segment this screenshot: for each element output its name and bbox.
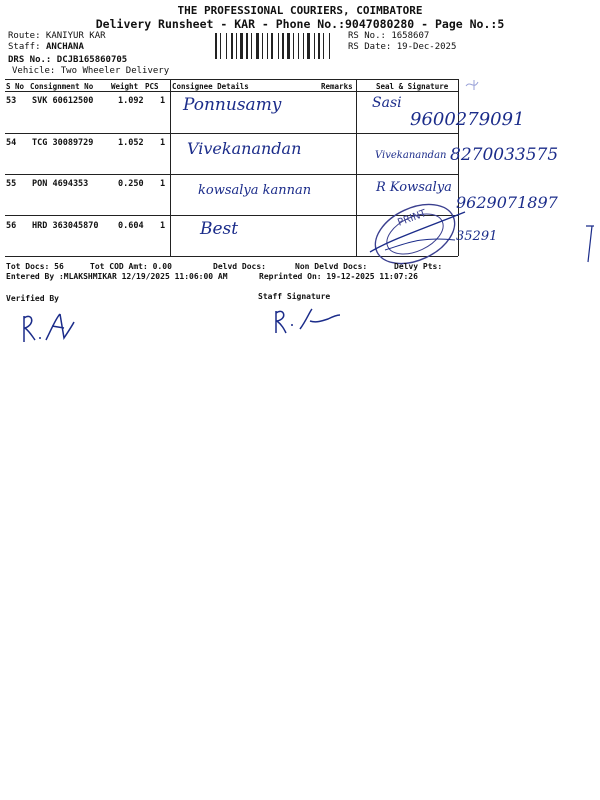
barcode-bar (236, 33, 237, 59)
rs-number: RS No.: 1658607 (348, 31, 430, 41)
row-weight: 1.052 (118, 138, 144, 148)
barcode-bar (298, 33, 299, 59)
barcode-bar (293, 33, 294, 59)
handwritten-consignee: Vivekanandan (187, 139, 302, 158)
row-divider (5, 174, 458, 175)
barcode-bar (271, 33, 273, 59)
handwritten-phone: 35291 (456, 229, 498, 244)
row-weight: 0.250 (118, 179, 144, 189)
column-divider (356, 79, 357, 256)
handwritten-signature: Vivekanandan (375, 150, 447, 161)
row-sno: 55 (6, 179, 17, 189)
col-header-pcs: PCS (145, 82, 159, 91)
barcode-bar (329, 33, 330, 59)
barcode-bar (226, 33, 227, 59)
staff-signature-label: Staff Signature (258, 292, 331, 301)
drs-value: DCJB165860705 (56, 55, 128, 65)
staff-signature (272, 305, 342, 337)
total-docs: Tot Docs: 56 (6, 262, 64, 271)
courier-stamp (365, 200, 475, 270)
handwritten-signature: R Kowsalya (376, 180, 452, 195)
row-sno: 54 (6, 138, 17, 148)
delivered-docs: Delvd Docs: (213, 262, 266, 271)
row-consignment: PON 4694353 (32, 179, 89, 189)
col-header-consignee: Consignee Details (172, 82, 249, 91)
column-divider (170, 79, 171, 256)
barcode (215, 33, 343, 59)
runsheet-title: Delivery Runsheet - KAR - Phone No.:9047080280 - Page No.:5 (95, 17, 505, 31)
reprinted-on: Reprinted On: 19-12-2025 11:07:26 (259, 272, 418, 281)
company-title: THE PROFESSIONAL COURIERS, COIMBATORE (177, 4, 423, 17)
col-header-weight: Weight (111, 82, 139, 91)
col-header-sno: S No (6, 82, 25, 91)
ink-mark (584, 222, 598, 266)
row-sno: 56 (6, 221, 17, 231)
handwritten-consignee: Best (200, 219, 239, 239)
handwritten-phone: 9629071897 (456, 193, 558, 212)
barcode-bar (323, 33, 324, 59)
row-pcs: 1 (160, 179, 166, 189)
staff-label: Staff: (8, 42, 41, 52)
row-pcs: 1 (160, 138, 166, 148)
handwritten-phone: 9600279091 (410, 109, 525, 130)
handwritten-phone: 8270033575 (450, 145, 559, 165)
barcode-bar (307, 33, 310, 59)
total-cod-amount: Tot COD Amt: 0.00 (90, 262, 172, 271)
barcode-bar (240, 33, 243, 59)
row-consignment: SVK 60612500 (32, 96, 94, 106)
col-header-remarks: Remarks (321, 82, 353, 91)
barcode-bar (303, 33, 304, 59)
handwritten-signature: Sasi (372, 95, 402, 111)
barcode-bar (287, 33, 290, 59)
barcode-bar (278, 33, 279, 59)
barcode-bar (318, 33, 320, 59)
row-weight: 0.604 (118, 221, 144, 231)
drs-row (8, 55, 127, 65)
non-delivered-docs: Non Delvd Docs: (295, 262, 368, 271)
handwritten-consignee: Ponnusamy (183, 95, 282, 115)
route-text: Route: KANIYUR KAR (8, 31, 106, 41)
col-header-seal: Seal & Signature (376, 82, 449, 91)
row-weight: 1.092 (118, 96, 144, 106)
table-header-rule (5, 91, 458, 92)
verified-by-label: Verified By (6, 294, 59, 303)
table-top-rule (5, 79, 458, 80)
col-header-consignment: Consignment No (30, 82, 94, 91)
handwritten-consignee: kowsalya kannan (198, 183, 312, 198)
drs-label: DRS No.: (8, 55, 52, 65)
vehicle-text: Vehicle: Two Wheeler Delivery (12, 66, 170, 76)
barcode-bar (262, 33, 263, 59)
stamp-label: PRINT (396, 208, 428, 229)
staff-value: ANCHANA (45, 42, 84, 52)
row-divider (5, 133, 458, 134)
staff-row (8, 42, 84, 52)
barcode-bar (220, 33, 221, 59)
barcode-bar (215, 33, 217, 59)
barcode-bar (231, 33, 233, 59)
barcode-bar (267, 33, 268, 59)
row-consignment: HRD 363045870 (32, 221, 99, 231)
row-sno: 53 (6, 96, 17, 106)
delivery-points: Delvy Pts: (394, 262, 443, 271)
barcode-bar (251, 33, 252, 59)
barcode-bar (314, 33, 315, 59)
verifier-signature (18, 308, 78, 348)
row-pcs: 1 (160, 221, 166, 231)
rs-date: RS Date: 19-Dec-2025 (348, 42, 457, 52)
barcode-bar (256, 33, 259, 59)
row-consignment: TCG 30089729 (32, 138, 94, 148)
ink-mark (464, 78, 484, 92)
row-pcs: 1 (160, 96, 166, 106)
barcode-bar (246, 33, 248, 59)
barcode-bar (282, 33, 284, 59)
entered-by: Entered By :MLAKSHMIKAR 12/19/2025 11:06:00 AM (6, 272, 228, 281)
